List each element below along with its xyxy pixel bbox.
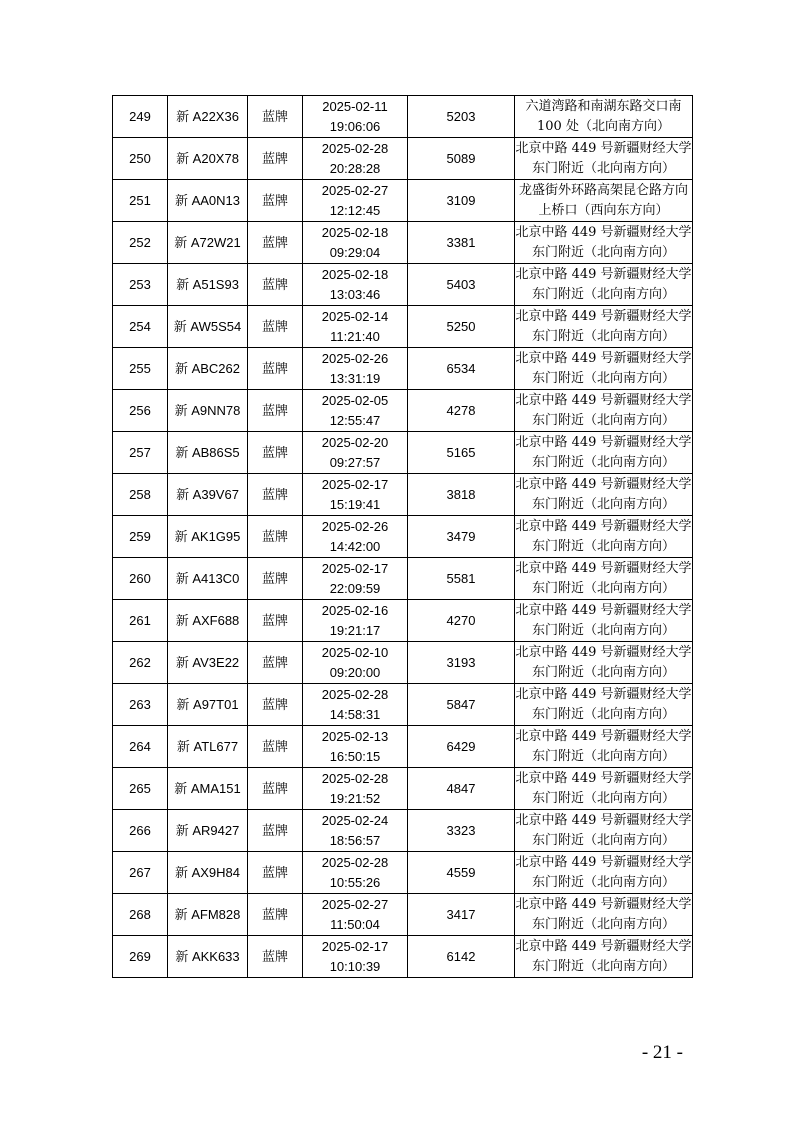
datetime-cell [303,894,408,936]
record-number-cell: 258 [113,474,168,516]
code-cell: 4278 [408,390,515,432]
location-line-2: 东门附近（北向南方向） [531,412,675,428]
datetime-cell [303,600,408,642]
location-line-2: 东门附近（北向南方向） [531,748,675,764]
plate-type-cell: 蓝牌 [248,432,303,474]
datetime-line-1: 2025-02-27 [321,182,389,198]
datetime-line-1: 2025-02-28 [321,140,389,156]
location-cell [515,642,693,684]
code-cell: 3417 [408,894,515,936]
datetime-line-2: 09:27:57 [329,454,381,470]
code-cell: 5581 [408,558,515,600]
code-cell: 5203 [408,96,515,138]
datetime-cell [303,768,408,810]
plate-type-cell: 蓝牌 [248,306,303,348]
table-body [113,96,693,978]
datetime-line-2: 11:50:04 [330,916,380,932]
record-number-cell: 264 [113,726,168,768]
datetime-line-1: 2025-02-18 [321,266,389,282]
plate-number-cell: 新 A97T01 [168,684,248,726]
datetime-line-1: 2025-02-28 [321,686,389,702]
plate-type-cell: 蓝牌 [248,222,303,264]
datetime-cell [303,558,408,600]
datetime-line-1: 2025-02-17 [321,938,389,954]
location-line-1: 北京中路 449 号新疆财经大学 [515,560,692,576]
code-cell: 4847 [408,768,515,810]
datetime-cell [303,852,408,894]
record-number-cell: 257 [113,432,168,474]
plate-type-cell: 蓝牌 [248,96,303,138]
datetime-line-2: 13:03:46 [329,286,381,302]
datetime-cell [303,474,408,516]
plate-number-cell: 新 AX9H84 [168,852,248,894]
datetime-line-2: 15:19:41 [329,496,381,512]
record-number-cell: 255 [113,348,168,390]
location-line-2: 东门附近（北向南方向） [531,286,675,302]
plate-type-cell: 蓝牌 [248,936,303,978]
datetime-line-2: 19:21:52 [329,790,381,806]
record-number-cell: 268 [113,894,168,936]
table-row [113,768,693,810]
datetime-line-1: 2025-02-24 [321,812,389,828]
location-cell [515,432,693,474]
location-line-2: 东门附近（北向南方向） [531,496,675,512]
code-cell: 5847 [408,684,515,726]
datetime-line-2: 18:56:57 [329,832,381,848]
record-number-cell: 250 [113,138,168,180]
plate-number-cell: 新 A20X78 [168,138,248,180]
table-row [113,432,693,474]
datetime-cell [303,348,408,390]
code-cell: 3109 [408,180,515,222]
code-cell: 6429 [408,726,515,768]
plate-type-cell: 蓝牌 [248,684,303,726]
datetime-line-2: 14:42:00 [329,538,381,554]
table-row [113,810,693,852]
table-row [113,894,693,936]
datetime-cell [303,96,408,138]
location-line-2: 东门附近（北向南方向） [531,664,675,680]
location-line-1: 北京中路 449 号新疆财经大学 [515,770,692,786]
location-line-1: 北京中路 449 号新疆财经大学 [515,644,692,660]
plate-type-cell: 蓝牌 [248,642,303,684]
location-line-1: 北京中路 449 号新疆财经大学 [515,812,692,828]
table-row [113,936,693,978]
location-cell [515,726,693,768]
datetime-line-1: 2025-02-17 [321,560,389,576]
location-line-1: 六道湾路和南湖东路交口南 [525,98,682,114]
record-number-cell: 262 [113,642,168,684]
location-cell [515,348,693,390]
table-row [113,222,693,264]
location-line-1: 北京中路 449 号新疆财经大学 [515,266,692,282]
location-cell [515,138,693,180]
code-cell: 3193 [408,642,515,684]
plate-number-cell: 新 AMA151 [168,768,248,810]
datetime-line-1: 2025-02-11 [322,98,388,114]
record-number-cell: 261 [113,600,168,642]
table-row [113,138,693,180]
location-cell [515,558,693,600]
plate-number-cell: 新 ATL677 [168,726,248,768]
plate-type-cell: 蓝牌 [248,348,303,390]
plate-number-cell: 新 AV3E22 [168,642,248,684]
code-cell: 6534 [408,348,515,390]
datetime-line-1: 2025-02-16 [321,602,389,618]
code-cell: 3381 [408,222,515,264]
code-cell: 6142 [408,936,515,978]
location-cell [515,474,693,516]
code-cell: 5403 [408,264,515,306]
location-line-1: 北京中路 449 号新疆财经大学 [515,140,692,156]
record-number-cell: 259 [113,516,168,558]
location-cell [515,264,693,306]
location-line-1: 北京中路 449 号新疆财经大学 [515,476,692,492]
plate-number-cell: 新 AK1G95 [168,516,248,558]
location-line-2: 东门附近（北向南方向） [531,454,675,470]
plate-type-cell: 蓝牌 [248,810,303,852]
code-cell: 3479 [408,516,515,558]
location-line-2: 东门附近（北向南方向） [531,160,675,176]
location-line-1: 北京中路 449 号新疆财经大学 [515,518,692,534]
location-line-2: 东门附近（北向南方向） [531,538,675,554]
location-cell [515,306,693,348]
plate-type-cell: 蓝牌 [248,558,303,600]
location-cell [515,600,693,642]
datetime-cell [303,642,408,684]
datetime-line-1: 2025-02-20 [321,434,389,450]
datetime-cell [303,264,408,306]
plate-number-cell: 新 AA0N13 [168,180,248,222]
datetime-line-2: 10:55:26 [329,874,381,890]
datetime-cell [303,810,408,852]
code-cell: 4270 [408,600,515,642]
location-line-1: 北京中路 449 号新疆财经大学 [515,728,692,744]
record-number-cell: 260 [113,558,168,600]
plate-number-cell: 新 AFM828 [168,894,248,936]
plate-type-cell: 蓝牌 [248,516,303,558]
record-number-cell: 267 [113,852,168,894]
datetime-line-2: 12:12:45 [329,202,381,218]
location-cell [515,516,693,558]
table-row [113,852,693,894]
location-line-1: 北京中路 449 号新疆财经大学 [515,686,692,702]
datetime-line-2: 13:31:19 [329,370,381,386]
location-line-2: 东门附近（北向南方向） [531,706,675,722]
record-number-cell: 254 [113,306,168,348]
datetime-line-1: 2025-02-05 [321,392,389,408]
datetime-line-2: 10:10:39 [329,958,381,974]
code-cell: 3818 [408,474,515,516]
datetime-line-2: 22:09:59 [329,580,381,596]
location-cell [515,390,693,432]
record-number-cell: 249 [113,96,168,138]
table-row [113,642,693,684]
plate-type-cell: 蓝牌 [248,726,303,768]
plate-number-cell: 新 A413C0 [168,558,248,600]
location-line-1: 北京中路 449 号新疆财经大学 [515,434,692,450]
plate-number-cell: 新 A39V67 [168,474,248,516]
record-number-cell: 269 [113,936,168,978]
location-line-2: 东门附近（北向南方向） [531,244,675,260]
plate-number-cell: 新 AB86S5 [168,432,248,474]
location-line-2: 东门附近（北向南方向） [531,958,675,974]
location-line-1: 北京中路 449 号新疆财经大学 [515,938,692,954]
plate-type-cell: 蓝牌 [248,768,303,810]
plate-type-cell: 蓝牌 [248,180,303,222]
location-line-2: 东门附近（北向南方向） [531,370,675,386]
datetime-line-1: 2025-02-28 [321,770,389,786]
datetime-line-2: 09:20:00 [329,664,381,680]
location-cell [515,222,693,264]
datetime-line-2: 09:29:04 [329,244,381,260]
table-row [113,558,693,600]
plate-type-cell: 蓝牌 [248,852,303,894]
datetime-cell [303,684,408,726]
datetime-line-1: 2025-02-18 [321,224,389,240]
datetime-cell [303,180,408,222]
datetime-line-2: 20:28:28 [329,160,381,176]
record-number-cell: 252 [113,222,168,264]
code-cell: 5250 [408,306,515,348]
datetime-line-2: 14:58:31 [329,706,381,722]
location-line-1: 北京中路 449 号新疆财经大学 [515,224,692,240]
location-line-2: 上桥口（西向东方向） [538,202,669,218]
datetime-line-1: 2025-02-26 [321,350,389,366]
plate-number-cell: 新 AW5S54 [168,306,248,348]
code-cell: 5089 [408,138,515,180]
table-row [113,264,693,306]
datetime-line-2: 19:21:17 [329,622,381,638]
datetime-line-1: 2025-02-17 [321,476,389,492]
plate-number-cell: 新 A9NN78 [168,390,248,432]
datetime-line-2: 16:50:15 [329,748,381,764]
location-line-2: 东门附近（北向南方向） [531,328,675,344]
plate-number-cell: 新 A72W21 [168,222,248,264]
location-line-1: 北京中路 449 号新疆财经大学 [515,392,692,408]
plate-number-cell: 新 AR9427 [168,810,248,852]
table-row [113,180,693,222]
plate-number-cell: 新 AXF688 [168,600,248,642]
location-cell [515,96,693,138]
datetime-line-1: 2025-02-26 [321,518,389,534]
datetime-line-2: 12:55:47 [329,412,381,428]
location-line-1: 北京中路 449 号新疆财经大学 [515,350,692,366]
location-line-2: 东门附近（北向南方向） [531,916,675,932]
datetime-line-1: 2025-02-27 [321,896,389,912]
location-line-1: 北京中路 449 号新疆财经大学 [515,854,692,870]
datetime-line-1: 2025-02-14 [321,308,389,324]
table-row [113,516,693,558]
location-line-2: 东门附近（北向南方向） [531,622,675,638]
datetime-line-2: 19:06:06 [329,118,381,134]
table-row [113,348,693,390]
datetime-line-2: 11:21:40 [330,328,380,344]
plate-number-cell: 新 ABC262 [168,348,248,390]
datetime-cell [303,222,408,264]
location-cell [515,768,693,810]
plate-type-cell: 蓝牌 [248,600,303,642]
table-row [113,390,693,432]
plate-type-cell: 蓝牌 [248,390,303,432]
datetime-cell [303,936,408,978]
plate-type-cell: 蓝牌 [248,474,303,516]
table-row [113,684,693,726]
datetime-cell [303,516,408,558]
table-row [113,600,693,642]
plate-type-cell: 蓝牌 [248,894,303,936]
record-number-cell: 256 [113,390,168,432]
table-row [113,96,693,138]
table-row [113,474,693,516]
location-line-2: 东门附近（北向南方向） [531,874,675,890]
record-number-cell: 253 [113,264,168,306]
location-line-1: 北京中路 449 号新疆财经大学 [515,896,692,912]
datetime-cell [303,432,408,474]
datetime-line-1: 2025-02-28 [321,854,389,870]
datetime-cell [303,306,408,348]
location-cell [515,894,693,936]
location-cell [515,684,693,726]
plate-type-cell: 蓝牌 [248,138,303,180]
location-line-1: 北京中路 449 号新疆财经大学 [515,602,692,618]
location-cell [515,936,693,978]
datetime-line-1: 2025-02-10 [321,644,389,660]
location-line-2: 东门附近（北向南方向） [531,580,675,596]
table-row [113,306,693,348]
code-cell: 5165 [408,432,515,474]
location-line-2: 东门附近（北向南方向） [531,832,675,848]
location-cell [515,810,693,852]
datetime-cell [303,726,408,768]
code-cell: 3323 [408,810,515,852]
plate-number-cell: 新 A51S93 [168,264,248,306]
violation-records-table [112,95,693,978]
table-row [113,726,693,768]
record-number-cell: 251 [113,180,168,222]
location-line-2: 100 处（北向南方向） [537,118,670,134]
location-cell [515,180,693,222]
location-line-1: 北京中路 449 号新疆财经大学 [515,308,692,324]
plate-number-cell: 新 AKK633 [168,936,248,978]
location-line-1: 龙盛街外环路高架昆仑路方向 [518,182,688,198]
datetime-line-1: 2025-02-13 [321,728,389,744]
record-number-cell: 263 [113,684,168,726]
code-cell: 4559 [408,852,515,894]
datetime-cell [303,138,408,180]
record-number-cell: 266 [113,810,168,852]
record-number-cell: 265 [113,768,168,810]
plate-number-cell: 新 A22X36 [168,96,248,138]
location-cell [515,852,693,894]
datetime-cell [303,390,408,432]
page-number: - 21 - [641,1042,683,1063]
location-line-2: 东门附近（北向南方向） [531,790,675,806]
plate-type-cell: 蓝牌 [248,264,303,306]
